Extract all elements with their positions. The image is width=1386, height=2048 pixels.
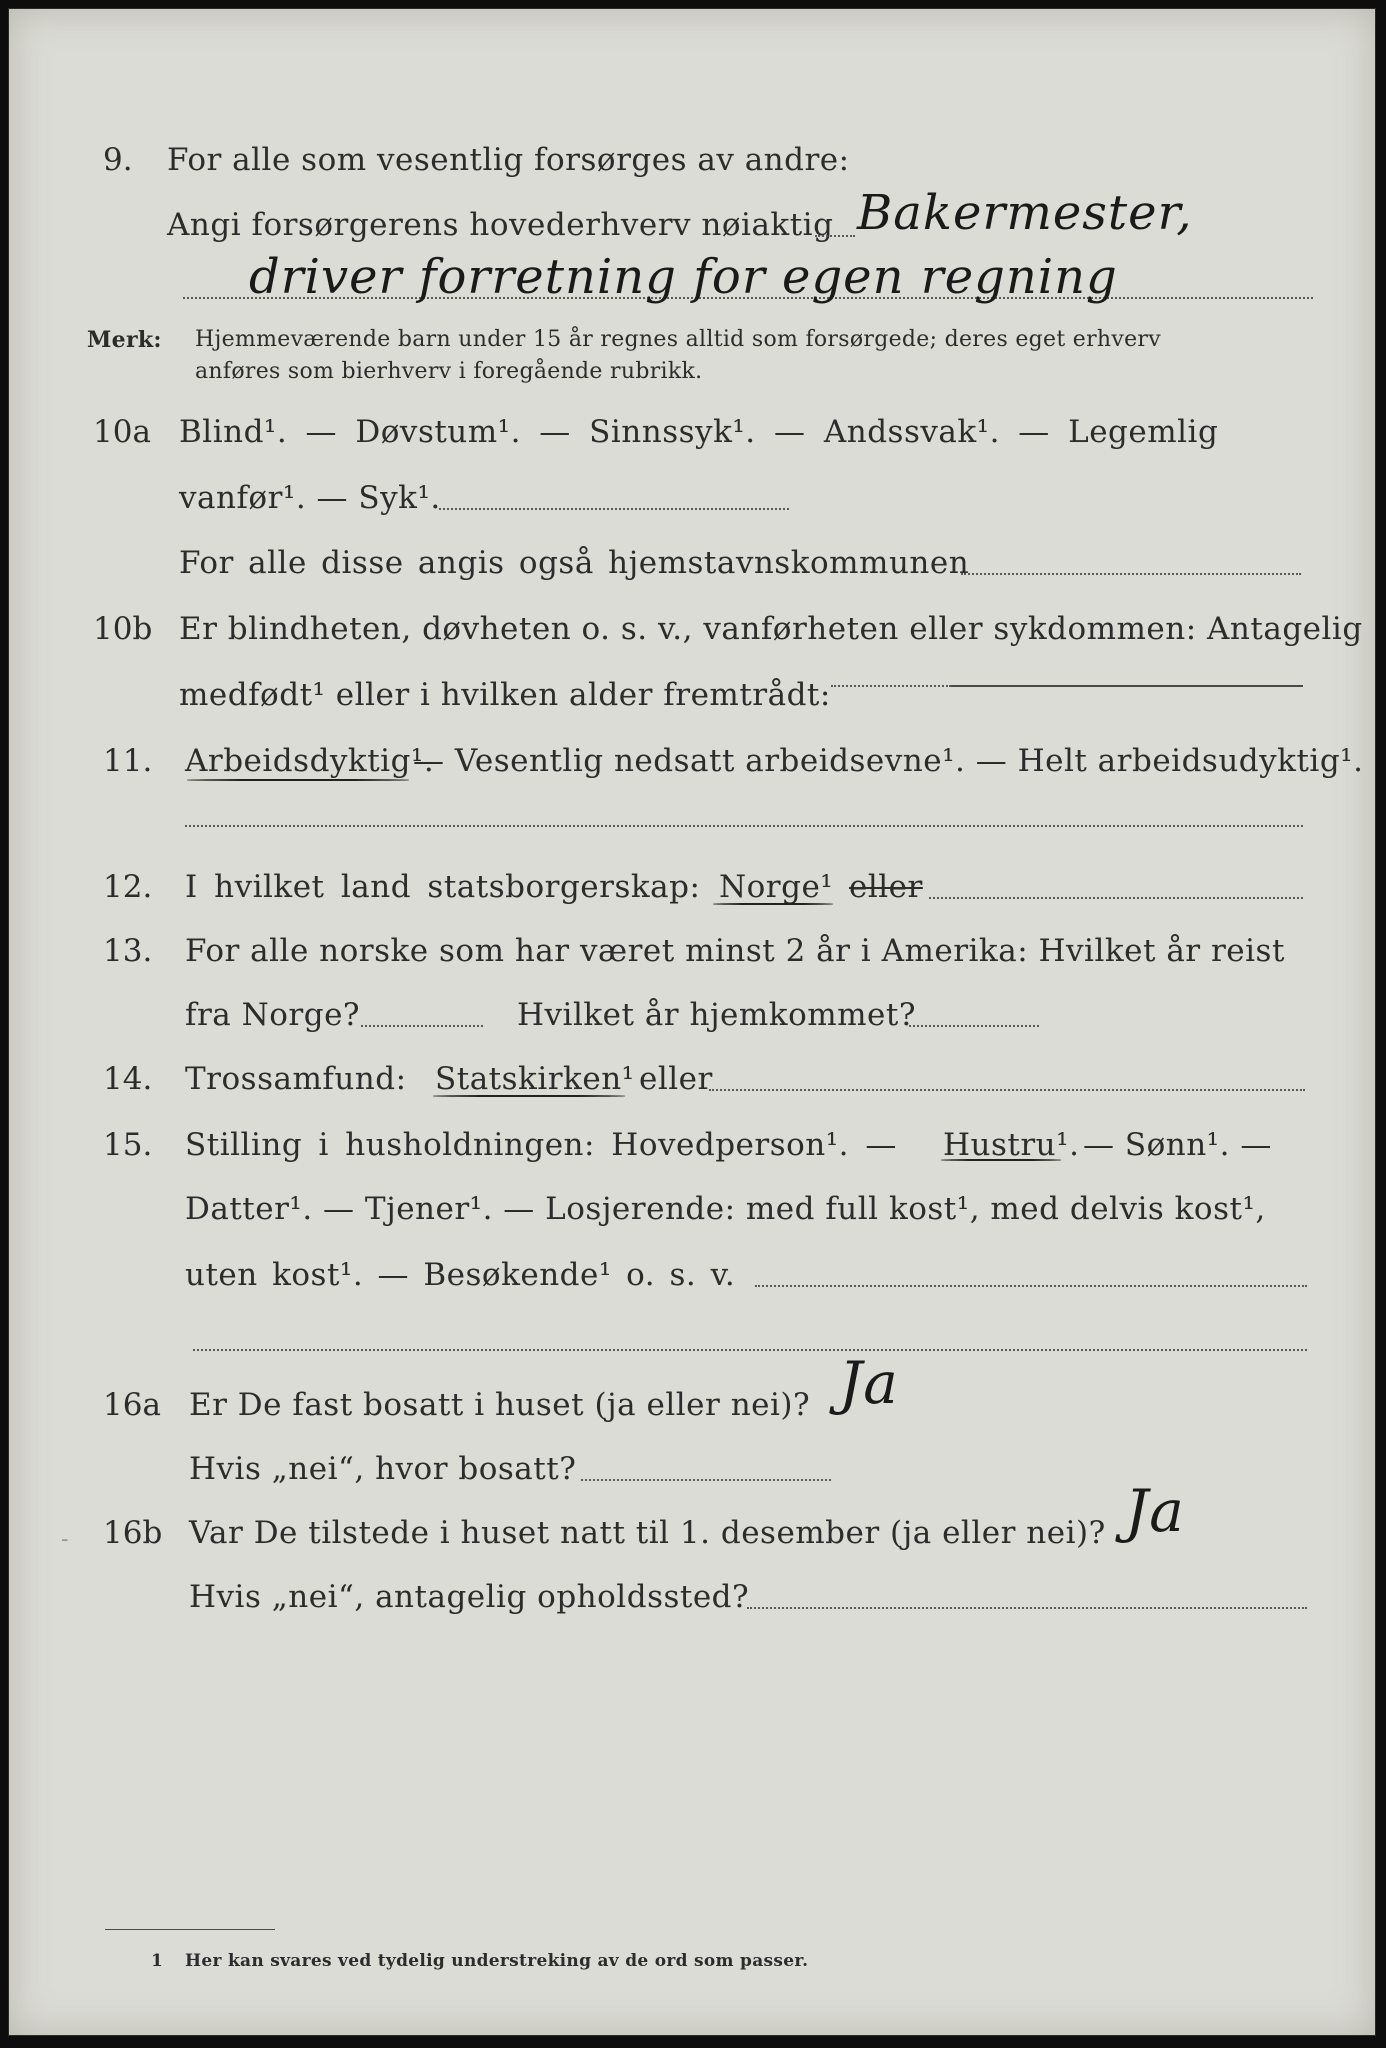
q12-dotted-line [929, 897, 1303, 899]
q15-line3: uten kost¹. — Besøkende¹ o. s. v. [185, 1257, 736, 1293]
q9-dotted-line [815, 235, 855, 237]
q12-option-norge: Norge¹ [719, 869, 834, 905]
q13-dotted-line-2 [909, 1025, 1039, 1027]
q10b-line1: Er blindheten, døvheten o. s. v., vanførheten eller sykdommen: Antagelig [179, 611, 1363, 647]
q16b-dotted-line [747, 1607, 1307, 1609]
q16a-handwritten-answer: Ja [839, 1349, 899, 1417]
q14-eller: eller [639, 1061, 713, 1097]
q13-line2b: Hvilket år hjemkommet? [517, 997, 916, 1033]
q13-line1: For alle norske som har været minst 2 år i Amerika: Hvilket år reist [185, 933, 1285, 969]
q10b-number: 10b [93, 611, 153, 647]
q16b-number: 16b [103, 1515, 163, 1551]
census-form-page [8, 8, 1376, 2036]
q10a-line2: vanfør¹. — Syk¹. [179, 480, 441, 516]
q16a-line2: Hvis „nei“, hvor bosatt? [189, 1451, 577, 1487]
q12-number: 12. [103, 869, 153, 905]
margin-mark: - [61, 1527, 69, 1552]
footnote-rule [105, 1929, 275, 1930]
q10a-line3: For alle disse angis også hjemstavnskommunen [179, 545, 970, 581]
q12-eller-struck: eller [849, 869, 923, 905]
q10a-line1: Blind¹. — Døvstum¹. — Sinnssyk¹. — Andssvak¹. — Legemlig [179, 414, 1219, 450]
q11-option-arbeidsdyktig: Arbeidsdyktig¹. [185, 743, 435, 779]
q16b-handwritten-answer: Ja [1125, 1477, 1185, 1545]
q16a-dotted-line [581, 1479, 831, 1481]
q10b-rule [951, 685, 1303, 687]
merk-line1: Hjemmeværende barn under 15 år regnes alltid som forsørgede; deres eget erhverv [195, 327, 1161, 352]
q14-text: Trossamfund: [185, 1061, 407, 1097]
q14-option-statskirken: Statskirken¹ [435, 1061, 635, 1097]
q15-line1a: Stilling i husholdningen: Hovedperson¹. — [185, 1127, 897, 1163]
q16b-line2: Hvis „nei“, antagelig opholdssted? [189, 1579, 750, 1615]
q9-handwritten-answer-1: Bakermester, [857, 185, 1193, 241]
q14-underline-mark [433, 1095, 625, 1097]
q13-number: 13. [103, 933, 153, 969]
q10b-line2: medfødt¹ eller i hvilken alder fremtrådt: [179, 677, 831, 713]
q11-underline-mark [187, 779, 409, 781]
q16a-line1: Er De fast bosatt i huset (ja eller nei)? [189, 1387, 811, 1423]
q14-number: 14. [103, 1061, 153, 1097]
merk-label: Merk: [87, 327, 162, 353]
q15-line2: Datter¹. — Tjener¹. — Losjerende: med full kost¹, med delvis kost¹, [185, 1191, 1266, 1227]
q15-line1b: — Sønn¹. — [1083, 1127, 1272, 1163]
q9-number: 9. [103, 142, 133, 178]
q12-text: I hvilket land statsborgerskap: [185, 869, 701, 905]
footnote-marker: 1 [151, 1951, 164, 1971]
q12-underline-mark [713, 903, 833, 905]
q15-dotted-line-2 [193, 1349, 1307, 1351]
merk-line2: anføres som bierhverv i foregående rubrikk. [195, 359, 703, 384]
q15-dotted-line [755, 1285, 1307, 1287]
q9-handwritten-answer-2: driver forretning for egen regning [249, 249, 1118, 305]
q15-underline-mark [941, 1159, 1061, 1161]
q11-number: 11. [103, 743, 153, 779]
q13-dotted-line-1 [361, 1025, 483, 1027]
q15-number: 15. [103, 1127, 153, 1163]
q16a-number: 16a [103, 1387, 161, 1423]
q16b-line1: Var De tilstede i huset natt til 1. desember (ja eller nei)? [189, 1515, 1106, 1551]
q10a-dotted-line [439, 508, 789, 510]
q11-rest: — Vesentlig nedsatt arbeidsevne¹. — Helt arbeidsudyktig¹. [413, 743, 1364, 779]
q15-option-hustru: Hustru¹. [943, 1127, 1080, 1163]
q13-line2a: fra Norge? [185, 997, 361, 1033]
q10a-dotted-line-2 [961, 573, 1301, 575]
q9-line2: Angi forsørgerens hovederhverv nøiaktig [167, 207, 834, 243]
q14-dotted-line [709, 1089, 1305, 1091]
q10a-number: 10a [93, 414, 151, 450]
footnote-text: Her kan svares ved tydelig understreking av de ord som passer. [185, 1951, 809, 1971]
q9-line1: For alle som vesentlig forsørges av andre: [167, 142, 850, 178]
q10b-dotted-line [831, 685, 951, 687]
q11-dotted-line [185, 825, 1303, 827]
